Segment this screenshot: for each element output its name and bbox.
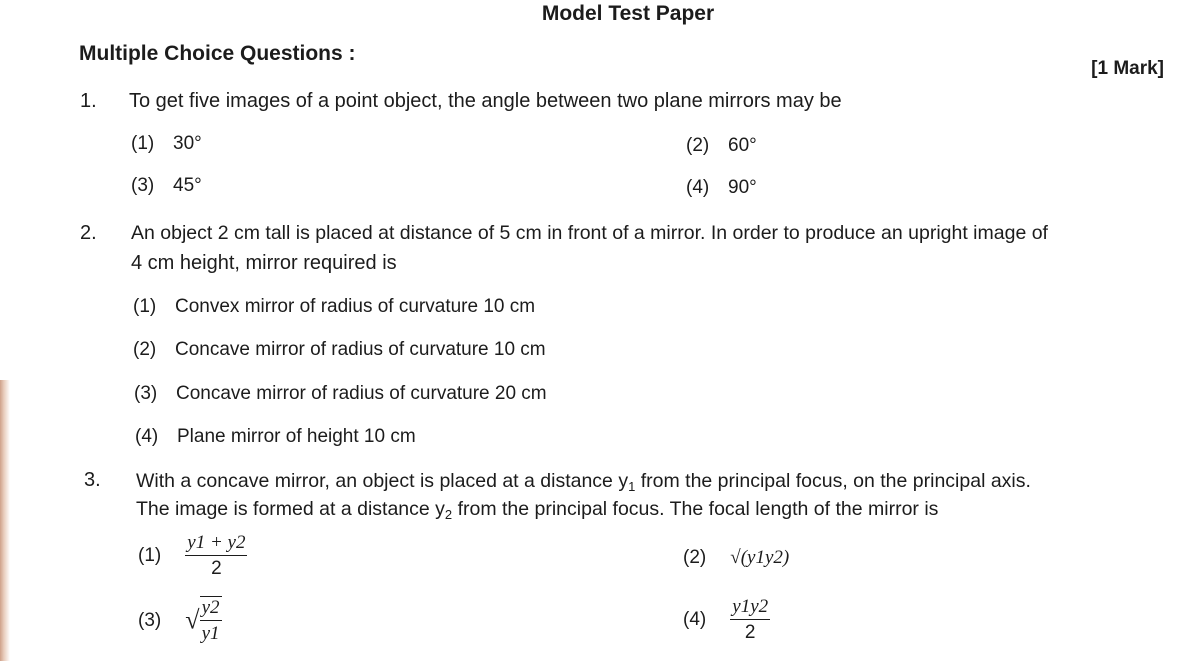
fraction — [730, 596, 770, 644]
option-number: (1) — [131, 133, 155, 154]
option-text: 60° — [728, 135, 757, 156]
option-text: Convex mirror of radius of curvature 10 cm — [175, 296, 536, 317]
fraction — [200, 596, 222, 645]
question-number: 2. — [80, 222, 97, 244]
option-3 — [131, 175, 202, 197]
section-title: Multiple Choice Questions : — [79, 42, 356, 65]
option-1 — [131, 133, 202, 155]
question-number: 3. — [84, 469, 101, 491]
option-text: 90° — [728, 177, 757, 198]
option-number: (4) — [135, 426, 159, 447]
option-number: (2) — [683, 547, 707, 568]
option-text: 45° — [173, 175, 202, 196]
question-number: 1. — [80, 90, 97, 112]
option-2 — [133, 339, 546, 361]
question-text: 4 cm height, mirror required is — [131, 252, 397, 274]
fraction-denominator: 2 — [211, 558, 222, 579]
option-1 — [138, 532, 247, 580]
option-number: (2) — [686, 135, 710, 156]
question-text-line-1: With a concave mirror, an object is placed at a distance $y_1$ from the principal focus, on the principal axis. — [136, 470, 1031, 494]
option-number: (4) — [686, 177, 710, 198]
option-4 — [683, 596, 770, 644]
fraction — [185, 532, 247, 580]
option-number: (1) — [133, 296, 157, 317]
fraction-denominator: y1 — [201, 623, 220, 644]
question-text: To get five images of a point object, the angle between two plane mirrors may be — [129, 90, 842, 112]
option-text: Concave mirror of radius of curvature 10 cm — [175, 339, 546, 360]
sqrt-expression: √(y1y2) — [730, 547, 790, 568]
option-number: (3) — [138, 609, 162, 631]
option-number: (1) — [138, 545, 162, 566]
marks-label: [1 Mark] — [1091, 58, 1164, 79]
option-text: Plane mirror of height 10 cm — [177, 426, 416, 447]
option-2 — [686, 135, 757, 157]
fraction-denominator: 2 — [744, 622, 756, 643]
page-edge-shadow — [0, 380, 10, 661]
option-number: (4) — [683, 609, 707, 630]
radical-icon: √ — [185, 605, 200, 635]
page-title: Model Test Paper — [541, 2, 715, 25]
option-number: (2) — [133, 339, 157, 360]
question-text-line-2: The image is formed at a distance $y_2$ from the principal focus. The focal length of the mirror is — [136, 498, 939, 522]
option-text: Concave mirror of radius of curvature 20 cm — [176, 383, 547, 404]
option-2 — [683, 547, 789, 569]
option-3 — [134, 383, 547, 405]
question-text: An object 2 cm tall is placed at distance of 5 cm in front of a mirror. In order to produce an upright image of — [131, 222, 1048, 244]
fraction-numerator: y1 + y2 — [185, 532, 247, 556]
option-1 — [133, 296, 535, 318]
fraction-numerator: y1y2 — [730, 596, 770, 620]
option-4 — [135, 426, 416, 448]
option-number: (3) — [131, 175, 155, 196]
option-3 — [138, 596, 222, 645]
option-4 — [686, 177, 757, 199]
fraction-numerator: y2 — [200, 597, 222, 621]
option-text: 30° — [173, 133, 202, 154]
option-number: (3) — [134, 383, 158, 404]
